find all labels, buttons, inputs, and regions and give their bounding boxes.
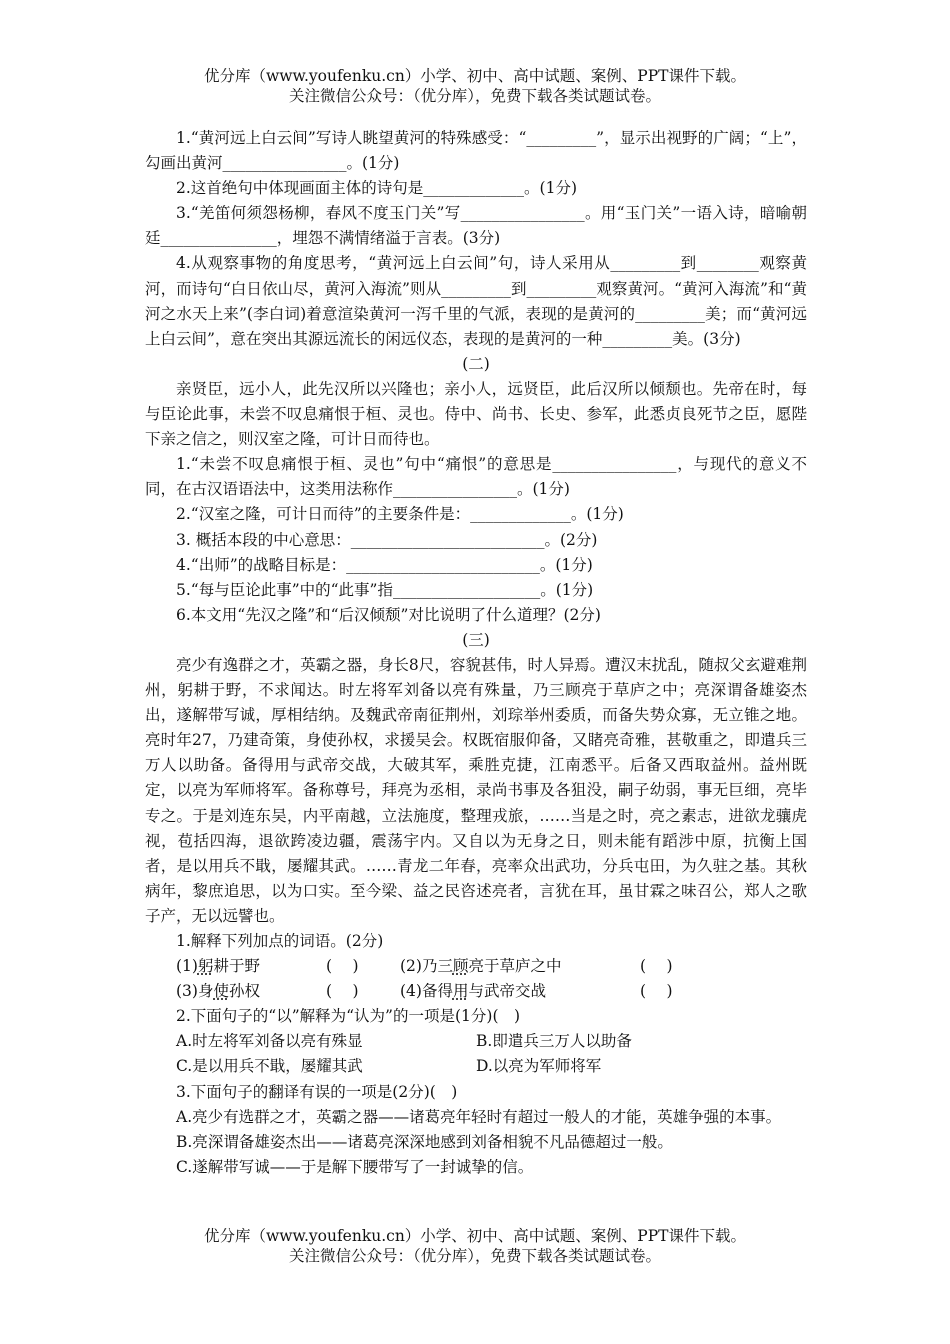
answer-blank[interactable]: ( ): [326, 982, 359, 1001]
vocab-row-2: [145, 979, 807, 1004]
vocab-item: (1)躬耕于野: [176, 957, 260, 976]
page-footer: [0, 1226, 950, 1266]
answer-blank[interactable]: ( ): [326, 957, 359, 976]
document-body: [145, 126, 807, 1180]
option-b[interactable]: B.亮深谓备雄姿杰出——诸葛亮深深地感到刘备相貌不凡品德超过一般。: [176, 1132, 673, 1151]
answer-blank[interactable]: ( ): [640, 982, 673, 1001]
part2-question-1: 1.“未尝不叹息痛恨于桓、灵也”句中“痛恨”的意思是________________，与现代的意义不同，在古汉语语法中，这类用法称作________________。(1分): [145, 455, 807, 499]
section-heading-2: (二): [462, 354, 490, 373]
vocab-item: (4)备得用与武帝交战: [400, 982, 546, 1001]
options-row-1: [145, 1029, 807, 1054]
vocab-item: (3)身使孙权: [176, 982, 260, 1001]
option-c[interactable]: C.是以用兵不戢，屡耀其武: [176, 1057, 363, 1076]
option-d[interactable]: D.以亮为军师将军: [476, 1057, 602, 1076]
option-a[interactable]: A.亮少有选群之才，英霸之器——诸葛亮年轻时有超过一般人的才能，英雄争强的本事。: [176, 1107, 782, 1126]
part2-question-5: 5.“每与臣论此事”中的“此事”指___________________。(1分): [176, 580, 594, 599]
answer-blank[interactable]: ( ): [640, 957, 673, 976]
part2-question-3: 3. 概括本段的中心意思：_________________________。(2分): [176, 530, 598, 549]
part2-passage: 亲贤臣，远小人，此先汉所以兴隆也；亲小人，远贤臣，此后汉所以倾颓也。先帝在时，每与臣论此事，未尝不叹息痛恨于桓、灵也。侍中、尚书、长史、参军，此悉贞良死节之臣，愿陛下亲之信之，则汉室之隆，可计日而待也。: [145, 379, 807, 449]
part1-question-1: 1.“黄河远上白云间”写诗人眺望黄河的特殊感受：“_________”，显示出视野的广阔；“上”，勾画出黄河________________。(1分): [145, 129, 807, 173]
part1-question-3: 3.“羌笛何须怨杨柳，春风不度玉门关”写________________。用“玉门关”一语入诗，暗喻朝廷_______________，埋怨不满情绪溢于言表。(3分): [145, 204, 807, 248]
option-a[interactable]: A.时左将军刘备以亮有殊显: [176, 1032, 363, 1051]
part3-passage: 亮少有逸群之才，英霸之器，身长8尺，容貌甚伟，时人异焉。遭汉末扰乱，随叔父玄避难荆州，躬耕于野，不求闻达。时左将军刘备以亮有殊量，乃三顾亮于草庐之中；亮深谓备雄姿杰出，遂解带写诚，厚相结纳。及魏武帝南征荆州，刘琮举州委质，而备失势众寡，无立锥之地。亮时年27，乃建奇策，身使孙权，求援吴会。权既宿服仰备，又睹亮奇雅，甚敬重之，即遣兵三万人以助备。备得用与武帝交战，大破其军，乘胜克捷，江南悉平。后备又西取益州。益州既定，以亮为军师将军。备称尊号，拜亮为丞相，录尚书事及各狙没，嗣子幼弱，事无巨细，亮毕专之。于是刘连东吴，内平南越，立法施度，整理戎旅，……当是之时，亮之素志，进欲龙骧虎视，苞括四海，退欲跨凌边疆，震荡宇内。又自以为无身之日，则未能有蹈涉中原，抗衡上国者，是以用兵不戢，屡耀其武。……青龙二年春，亮率众出武功，分兵屯田，为久驻之基。其秋病年，黎庶追思，以为口实。至今梁、益之民咨述亮者，言犹在耳，虽甘霖之味召公，郑人之歌子产，无以远譬也。: [145, 655, 807, 925]
part3-question-2: 2.下面句子的“以”解释为“认为”的一项是(1分)( ): [176, 1007, 521, 1026]
options-row-2: [145, 1054, 807, 1079]
footer-line-1: 优分库（www.youfenku.cn）小学、初中、高中试题、案例、PPT课件下载。: [203, 1227, 747, 1245]
part2-question-2: 2.“汉室之隆，可计日而待”的主要条件是：_____________。(1分): [176, 505, 624, 524]
option-b[interactable]: B.即遣兵三万人以助备: [476, 1032, 632, 1051]
part2-question-6: 6.本文用“先汉之隆”和“后汉倾颓”对比说明了什么道理？(2分): [176, 605, 601, 624]
vocab-row-1: [145, 954, 807, 979]
vocab-item: (2)乃三顾亮于草庐之中: [400, 957, 562, 976]
page-header: [0, 66, 950, 106]
part1-question-4: 4.从观察事物的角度思考，“黄河远上白云间”句，诗人采用从_________到________观察黄河，而诗句“白日依山尽，黄河入海流”则从_________到_________观察黄河。“黄河入海流”和“黄河之水天上来”(李白词)着意渲染黄河一泻千里的气派，表现的是黄河的_________美；而“黄河远上白云间”，意在突出其源远流长的闲远仪态，表现的是黄河的一种_________美。(3分): [145, 254, 807, 348]
footer-line-2: 关注微信公众号：（优分库），免费下载各类试题试卷。: [288, 1247, 661, 1265]
header-line-1: 优分库（www.youfenku.cn）小学、初中、高中试题、案例、PPT课件下载。: [203, 67, 747, 85]
option-c[interactable]: C.遂解带写诚——于是解下腰带写了一封诚挚的信。: [176, 1157, 534, 1176]
part2-question-4: 4.“出师”的战略目标是：_________________________。(1分): [176, 555, 593, 574]
section-heading-3: (三): [462, 630, 490, 649]
part3-question-1: 1.解释下列加点的词语。(2分): [176, 932, 384, 950]
part1-question-2: 2.这首绝句中体现画面主体的诗句是_____________。(1分): [176, 179, 577, 198]
header-line-2: 关注微信公众号：（优分库），免费下载各类试题试卷。: [288, 87, 661, 105]
part3-question-3: 3.下面句子的翻译有误的一项是(2分)( ): [176, 1082, 458, 1101]
